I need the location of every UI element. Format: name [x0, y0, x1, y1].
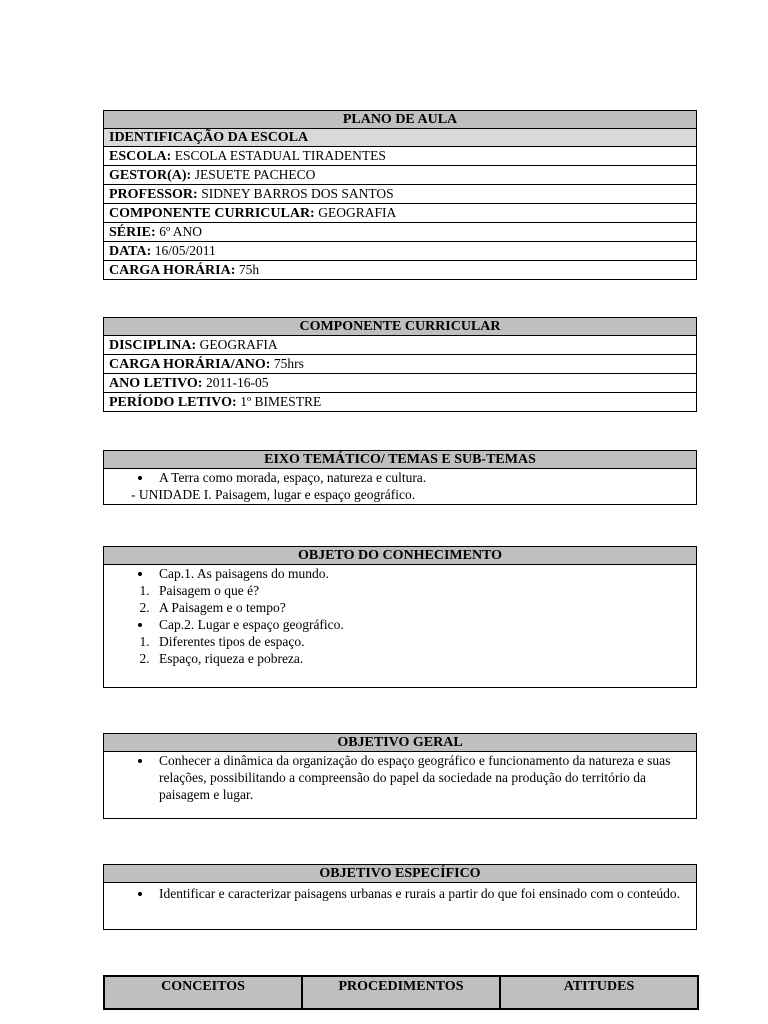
disciplina-row: [104, 336, 697, 355]
cap2-item: • Cap.2. Lugar e espaço geográfico.: [153, 616, 691, 633]
ano-letivo-value: 2011-16-05: [205, 375, 269, 390]
atitudes-header: ATITUDES: [500, 976, 698, 1009]
componente-value: GEOGRAFIA: [318, 205, 397, 220]
serie-label: SÉRIE:: [109, 225, 156, 240]
gestor-row: [104, 166, 697, 185]
identificacao-heading: IDENTIFICAÇÃO DA ESCOLA: [104, 129, 697, 147]
data-value: 16/05/2011: [154, 243, 216, 258]
cap1-subitem: 1. Paisagem o que é?: [153, 582, 691, 599]
eixo-bullet: • A Terra como morada, espaço, natureza e cultura.: [153, 469, 691, 486]
carga-ano-value: 75hrs: [273, 356, 304, 371]
carga-row: [104, 261, 697, 280]
periodo-label: PERÍODO LETIVO:: [109, 395, 237, 410]
periodo-row: [104, 393, 697, 412]
objetivo-especifico-table: [103, 864, 697, 930]
gestor-value: JESUETE PACHECO: [194, 167, 316, 182]
escola-value: ESCOLA ESTADUAL TIRADENTES: [174, 148, 386, 163]
geral-content: [104, 752, 697, 819]
eixo-content: [104, 469, 697, 505]
eixo-unidade: - UNIDADE I. Paisagem, lugar e espaço geográfico.: [131, 487, 416, 502]
objeto-conhecimento-table: [103, 546, 697, 688]
objeto-content: [104, 565, 697, 688]
plano-title: PLANO DE AULA: [104, 111, 697, 129]
professor-value: SIDNEY BARROS DOS SANTOS: [201, 186, 394, 201]
serie-value: 6º ANO: [159, 224, 203, 239]
componente-title: COMPONENTE CURRICULAR: [104, 318, 697, 336]
componente-label: COMPONENTE CURRICULAR:: [109, 206, 315, 221]
componente-row: [104, 204, 697, 223]
procedimentos-header: PROCEDIMENTOS: [302, 976, 500, 1009]
objetivo-geral-table: [103, 733, 697, 819]
gestor-label: GESTOR(A):: [109, 168, 192, 183]
serie-row: [104, 223, 697, 242]
cap1-subitem: 2. A Paisagem e o tempo?: [153, 599, 691, 616]
disciplina-label: DISCIPLINA:: [109, 338, 197, 353]
carga-ano-label: CARGA HORÁRIA/ANO:: [109, 357, 271, 372]
escola-row: [104, 147, 697, 166]
ano-letivo-row: [104, 374, 697, 393]
conceitos-table: [103, 975, 699, 1010]
carga-ano-row: [104, 355, 697, 374]
geral-text: • Conhecer a dinâmica da organização do espaço geográfico e funcionamento da natureza e suas relações, possibilitando a compreensão do papel da sociedade na produção do território da paisagem e lugar.: [153, 752, 691, 803]
especifico-title: OBJETIVO ESPECÍFICO: [104, 865, 697, 883]
ano-letivo-label: ANO LETIVO:: [109, 376, 203, 391]
cap2-subitem: 2. Espaço, riqueza e pobreza.: [153, 650, 691, 667]
objeto-title: OBJETO DO CONHECIMENTO: [104, 547, 697, 565]
professor-label: PROFESSOR:: [109, 187, 198, 202]
disciplina-value: GEOGRAFIA: [199, 337, 278, 352]
periodo-value: 1º BIMESTRE: [240, 394, 322, 409]
eixo-title: EIXO TEMÁTICO/ TEMAS E SUB-TEMAS: [104, 451, 697, 469]
especifico-content: [104, 883, 697, 930]
carga-value: 75h: [238, 262, 260, 277]
escola-label: ESCOLA:: [109, 149, 172, 164]
eixo-tematico-table: [103, 450, 697, 505]
data-label: DATA:: [109, 244, 152, 259]
geral-title: OBJETIVO GERAL: [104, 734, 697, 752]
cap2-subitem: 1. Diferentes tipos de espaço.: [153, 633, 691, 650]
professor-row: [104, 185, 697, 204]
especifico-text: • Identificar e caracterizar paisagens urbanas e rurais a partir do que foi ensinado com o conteúdo.: [153, 883, 691, 904]
componente-curricular-table: [103, 317, 697, 412]
cap1-item: • Cap.1. As paisagens do mundo.: [153, 565, 691, 582]
conceitos-header: CONCEITOS: [104, 976, 302, 1009]
plano-de-aula-table: [103, 110, 697, 280]
data-row: [104, 242, 697, 261]
carga-label: CARGA HORÁRIA:: [109, 263, 236, 278]
